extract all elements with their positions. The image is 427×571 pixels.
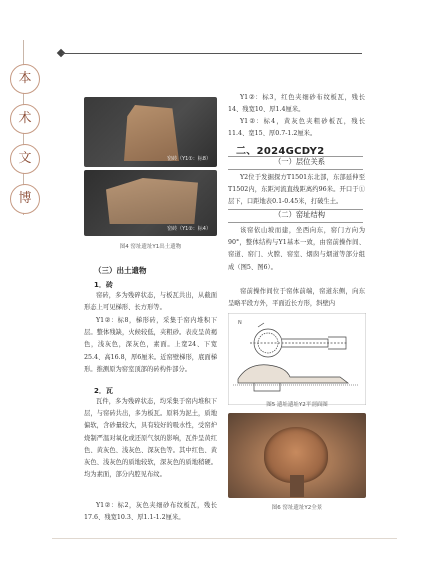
para-brick-sample: Y1②：标8，梯形砖，采集于窑内堆积下层。整体残缺，火候较低，夹粗砂。表皮呈黄褐色，浅灰色，深灰色，素面。上宽24、下宽25.4、高16.8，厚6厘米。近窑壁梯形，底面梯形。推测原为窑室顶部的砖构件部分。 [84,317,217,373]
column-title-char-1: 本 [10,64,40,94]
footer-rule [52,538,397,539]
subtitle-structure: （二）窑址结构 [270,210,329,220]
kiln-flue-shape [290,475,304,497]
figure-4-caption: 图4 窑址遗址Y1出土遗物 [119,244,182,250]
photo-label-bottom: 窑砖（Y1②：标4） [167,226,211,232]
kiln-site-photo [228,413,366,498]
header-rule [62,53,362,54]
brick-shape-bottom [106,178,198,224]
para-operation-area: 窑前操作间位于窑体前端，窑道东侧，向东呈略平段方外，平面近长方形，斜壁内 [228,288,365,308]
subtitle-strata: （一）层位关系 [270,157,329,167]
column-title-char-2: 术 [10,104,40,134]
para-strata: Y2位于发掘探方T1501东北部，东部延伸至T1502内，东距河流直线距离约96米。开口于①层下，口距地表0.1-0.45米，打破生土。 [228,174,365,206]
brick-photo-top [84,97,217,167]
brick-shape-top [124,105,179,161]
column-title-char-4: 博 [10,184,40,214]
photo-label-top: 窑砖（Y1①：标8） [167,156,211,162]
column-title-char-3: 文 [10,144,40,174]
para-bricks-intro: 窑砖，多为残碎状态，与板瓦共出，从截面形态上可见梯形、长方形等。 [84,292,217,312]
north-arrow-label: N [238,320,242,326]
brick-photo-bottom [84,170,217,236]
kiln-plan-section-drawing [228,313,366,405]
para-tile-sample-4: Y1②：标4，黄灰色夹粗砂板瓦，残长11.4、宽15、厚0.7-1.2厘米。 [228,118,365,138]
para-tiles: 瓦件，多为残碎状态，均采集于窑内堆积下层，与窑砖共出，多为板瓦。原料为泥土，质地偏软，含砂量较大，具有较好的吸水性，受窑炉烧制严温对氧化或还原气氛的影响，瓦件呈黄红色、黄灰色、浅灰色、深灰色等。其中红色、黄灰色、浅灰色的质地较软，深灰色的质地稍硬。均为素面，部分内腔见布纹。 [84,398,217,479]
para-tile-sample-2: Y1②：标2，灰色夹细砂布纹板瓦，残长17.6、残宽10.3、厚1.1-1.2厘米。 [84,502,217,522]
subheading-tiles: 2．瓦 [94,387,113,395]
para-tile-sample-3: Y1②：标3，红色夹细砂布纹板瓦，残长14、残宽10、厚1.4厘米。 [228,94,365,114]
figure-6-caption: 图6 窑址遗址Y2全景 [271,505,323,511]
column-title-bar [10,40,38,215]
section-heading-artifacts: （三）出土遗物 [94,266,147,275]
para-structure: 该窑依山坡而建，坐西向东，窑门方向为90°，整体结构与Y1基本一致，由窑前操作间、窑道、窑门、火膛、窑室、烟囱与烟道等部分组成（图5、图6）。 [228,227,365,271]
section-title-y2: 二、2024GCDY2 [236,146,325,157]
subheading-bricks: 1．砖 [94,281,113,289]
figure-5-caption: 图5 遗址遗址Y2平剖面图 [266,402,328,408]
